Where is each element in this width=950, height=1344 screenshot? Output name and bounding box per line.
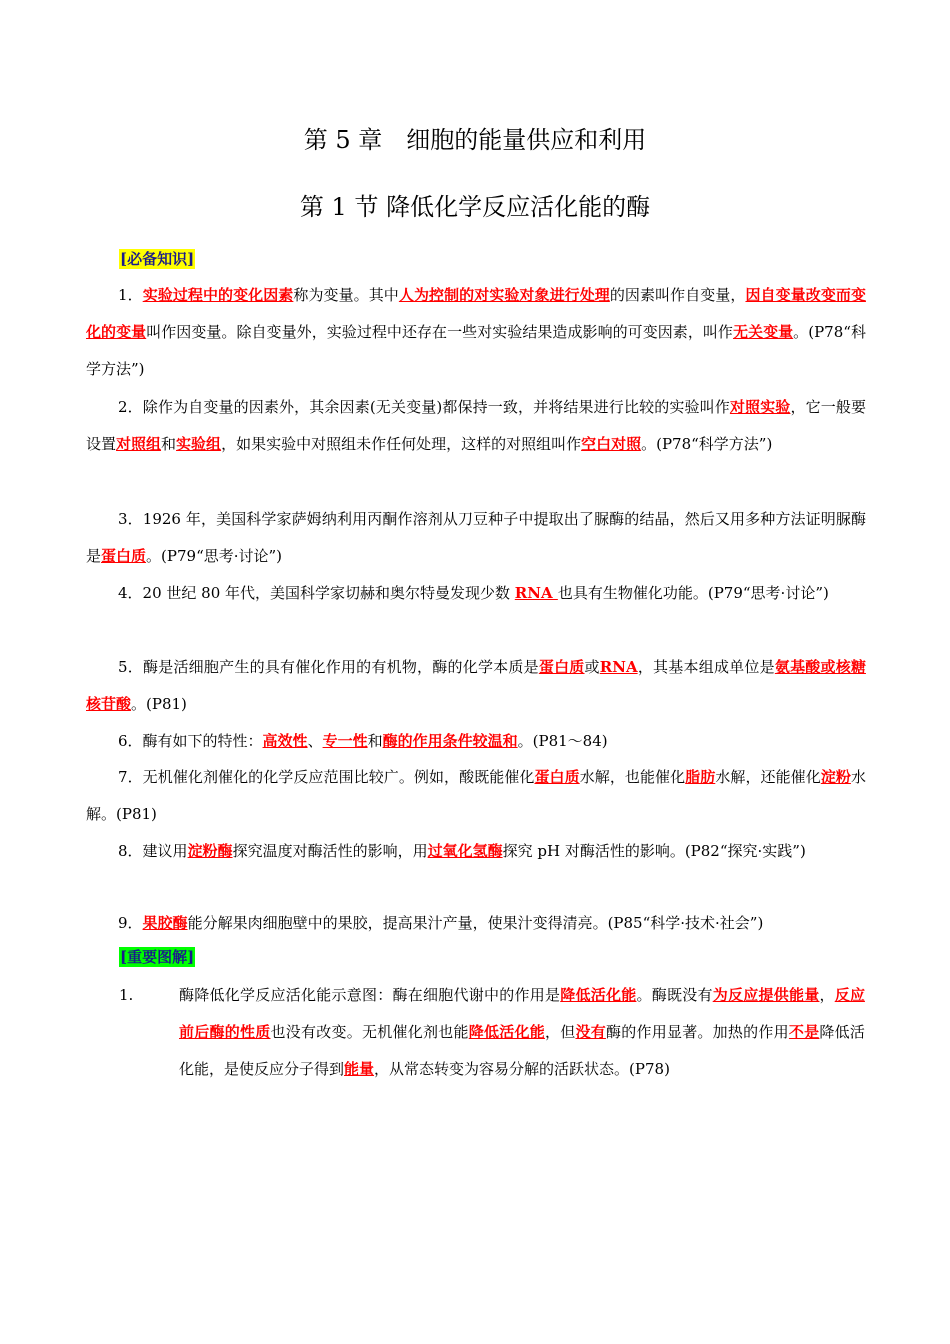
text-segment: 8．建议用 [118,842,188,860]
highlighted-answer: 果胶酶 [142,914,188,932]
text-segment: ，但 [544,1023,576,1041]
highlighted-answer: RNA [599,658,638,676]
highlighted-answer: 淀粉酶 [187,842,233,860]
text-segment: 6．酶有如下的特性： [118,732,263,750]
highlighted-answer: 专一性 [322,732,368,750]
knowledge-item [86,649,866,723]
figure-item-text [179,977,865,1088]
highlighted-answer: 蛋白质 [101,547,147,565]
highlighted-answer: RNA [514,584,558,602]
highlighted-answer: 人为控制的对实验对象进行处理 [398,286,610,304]
highlighted-answer: 无关变量 [732,323,794,341]
text-segment: 。(P81) [131,695,187,713]
highlighted-answer: 实验过程中的变化因素 [142,286,294,304]
text-segment: 。酶既没有 [636,986,713,1004]
text-segment: 水解，也能催化 [579,768,686,786]
highlighted-answer: 实验组 [176,435,222,453]
highlighted-answer: 反应前后酶的性质 [179,986,865,1041]
section-title: 第 1 节 降低化学反应活化能的酶 [299,193,651,221]
figure-item-number: 1. [119,986,134,1004]
highlighted-answer: 不是 [788,1023,820,1041]
highlighted-answer: 为反应提供能量 [712,986,820,1004]
text-segment: 。(P78“科学方法”) [86,323,866,378]
text-segment: 。(P81～84) [517,732,608,750]
highlighted-answer: 蛋白质 [534,768,580,786]
highlighted-answer: 降低活化能 [468,1023,545,1041]
key-figures-label: [重要图解] [120,948,195,966]
highlighted-answer: 降低活化能 [560,986,637,1004]
text-segment: 1． [118,286,143,304]
text-segment: 也没有改变。无机催化剂也能 [270,1023,469,1041]
text-segment: 4．20 世纪 80 年代，美国科学家切赫和奥尔特曼发现少数 [118,584,515,602]
highlighted-answer: 酶的作用条件较温和 [382,732,518,750]
text-segment: ，它一般要设置 [86,398,866,453]
text-segment: 7．无机催化剂催化的化学反应范围比较广。例如，酸既能催化 [118,768,535,786]
highlighted-answer: 氨基酸或核糖核苷酸 [86,658,866,713]
highlighted-answer: 脂肪 [685,768,716,786]
text-segment: 探究 pH 对酶活性的影响。(P82“探究·实践”) [502,842,806,860]
highlighted-answer: 没有 [575,1023,606,1041]
must-know-label: [必备知识] [120,250,195,268]
text-segment: 酶降低化学反应活化能示意图：酶在细胞代谢中的作用是 [179,986,561,1004]
highlighted-answer: 淀粉 [820,768,851,786]
highlighted-answer: 蛋白质 [538,658,585,676]
text-segment: 2．除作为自变量的因素外，其余因素(无关变量)都保持一致，并将结果进行比较的实验叫作 [118,398,730,416]
knowledge-item [86,905,866,942]
text-segment: 或 [584,658,600,676]
highlighted-answer: 因自变量改变而变化的变量 [86,286,866,341]
knowledge-item [86,389,866,463]
text-segment: 降低活化能，是使反应分子得到 [179,1023,865,1078]
knowledge-item [86,575,866,612]
text-segment: 。(P79“思考·讨论”) [146,547,283,565]
text-segment: 水解。(P81) [86,768,866,823]
chapter-title: 第 5 章 细胞的能量供应和利用 [303,126,647,154]
text-segment: 能分解果肉细胞壁中的果胶，提高果汁产量，使果汁变得清亮。(P85“科学·技术·社会”) [187,914,764,932]
highlighted-answer: 对照组 [116,435,162,453]
text-segment: 5．酶是活细胞产生的具有催化作用的有机物，酶的化学本质是 [118,658,539,676]
highlighted-answer: 空白对照 [581,435,642,453]
text-segment: 、 [307,732,323,750]
text-segment: 。(P78“科学方法”) [641,435,773,453]
knowledge-item [86,833,866,870]
text-segment: ，从常态转变为容易分解的活跃状态。(P78) [374,1060,670,1078]
text-segment: 3．1926 年，美国科学家萨姆纳利用丙酮作溶剂从刀豆种子中提取出了脲酶的结晶，然后又用多种方法证明脲酶是 [86,510,866,565]
text-segment: 叫作因变量。除自变量外，实验过程中还存在一些对实验结果造成影响的可变因素，叫作 [146,323,733,341]
highlighted-answer: 高效性 [262,732,308,750]
text-segment: ， [819,986,835,1004]
knowledge-item [86,723,866,760]
text-segment: 和 [367,732,383,750]
text-segment: 探究温度对酶活性的影响，用 [232,842,428,860]
knowledge-item [86,277,866,388]
highlighted-answer: 对照实验 [729,398,791,416]
text-segment: 水解，还能催化 [715,768,821,786]
text-segment: 也具有生物催化功能。(P79“思考·讨论”) [557,584,829,602]
highlighted-answer: 能量 [344,1060,375,1078]
text-segment: 9． [118,914,143,932]
text-segment: 酶的作用显著。加热的作用 [605,1023,789,1041]
highlighted-answer: 过氧化氢酶 [427,842,503,860]
text-segment: 的因素叫作自变量， [609,286,746,304]
text-segment: ，如果实验中对照组未作任何处理，这样的对照组叫作 [221,435,582,453]
text-segment: 和 [161,435,177,453]
text-segment: ，其基本组成单位是 [637,658,775,676]
knowledge-item [86,501,866,575]
knowledge-item [86,759,866,833]
text-segment: 称为变量。其中 [293,286,399,304]
